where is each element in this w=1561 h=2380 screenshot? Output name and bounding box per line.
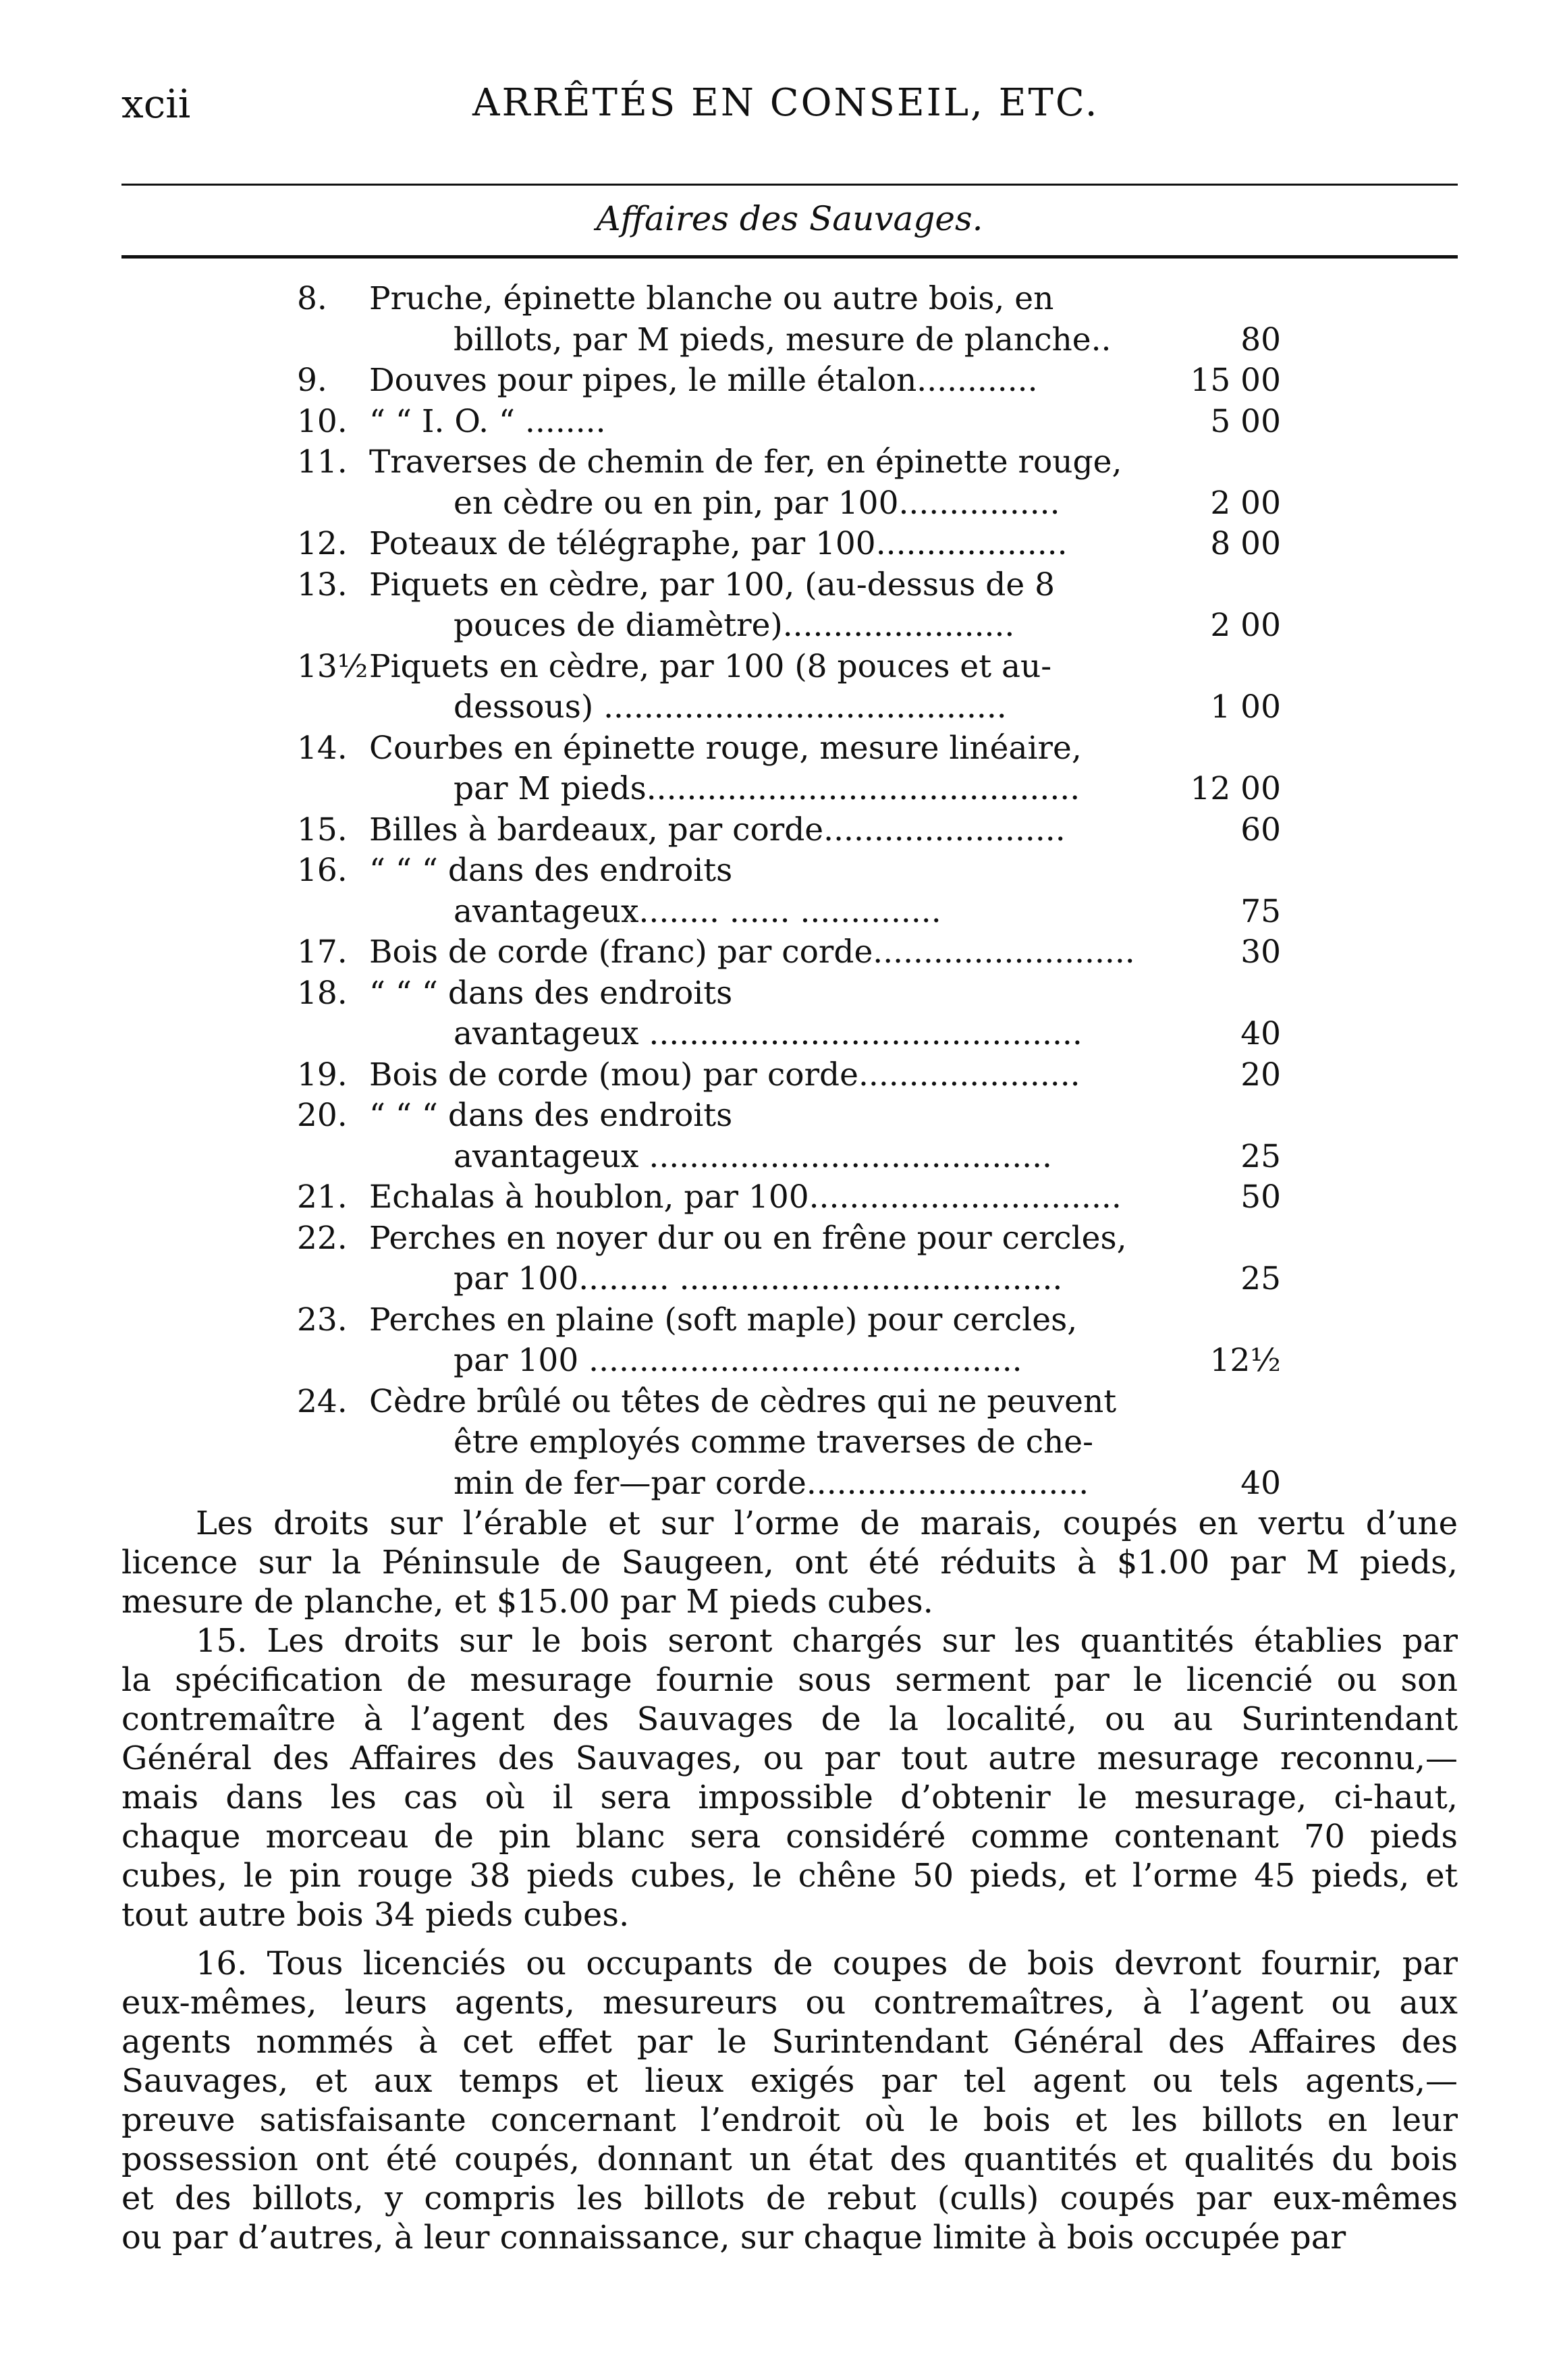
- tariff-description: “ “ “ dans des endroits: [369, 852, 733, 889]
- tariff-amount: 15 00: [1190, 362, 1281, 399]
- tariff-number: 8.: [297, 280, 327, 317]
- tariff-description: par 100 ...........................................: [454, 1342, 1022, 1379]
- tariff-number: 23.: [297, 1301, 348, 1338]
- tariff-description: Bois de corde (franc) par corde..........................: [369, 934, 1135, 971]
- tariff-amount: 25: [1240, 1260, 1281, 1297]
- running-head: ARRÊTÉS EN CONSEIL, ETC.: [472, 81, 1099, 125]
- tariff-amount: 50: [1240, 1179, 1281, 1216]
- paragraph-line: possession ont été coupés, donnant un état des quantités et qualités du bois: [121, 2140, 1458, 2178]
- tariff-number: 12.: [297, 525, 348, 562]
- tariff-number: 16.: [297, 852, 348, 889]
- page-header: [121, 81, 1458, 135]
- header-rule: [121, 184, 1458, 186]
- paragraph-line: 16. Tous licenciés ou occupants de coupes de bois devront fournir, par: [196, 1945, 1458, 1982]
- paragraph-line: et des billots, y compris les billots de rebut (culls) coupés par eux-mêmes: [121, 2180, 1458, 2217]
- paragraph-15: [121, 1621, 1458, 1935]
- tariff-description: avantageux ...........................................: [454, 1015, 1083, 1052]
- tariff-description: Billes à bardeaux, par corde........................: [369, 811, 1066, 848]
- paragraph-16: [121, 1944, 1458, 2257]
- section-rule: [121, 255, 1458, 259]
- tariff-number: 13½: [297, 647, 368, 685]
- tariff-description: Piquets en cèdre, par 100 (8 pouces et au-: [369, 647, 1052, 685]
- tariff-number: 22.: [297, 1219, 348, 1257]
- tariff-description: Perches en plaine (soft maple) pour cercles,: [369, 1301, 1078, 1338]
- paragraph-line: mesure de planche, et $15.00 par M pieds cubes.: [121, 1583, 933, 1621]
- section-title: Affaires des Sauvages.: [596, 199, 983, 238]
- tariff-description: billots, par M pieds, mesure de planche..: [454, 321, 1112, 358]
- tariff-amount: 12 00: [1190, 770, 1281, 807]
- paragraph-line: licence sur la Péninsule de Saugeen, ont été réduits à $1.00 par M pieds,: [121, 1544, 1458, 1581]
- tariff-amount: 25: [1240, 1137, 1281, 1175]
- paragraph-line: tout autre bois 34 pieds cubes.: [121, 1896, 630, 1934]
- tariff-amount: 1 00: [1210, 688, 1281, 726]
- tariff-number: 17.: [297, 934, 348, 971]
- paragraph-line: mais dans les cas où il sera impossible d’obtenir le mesurage, ci-haut,: [121, 1779, 1458, 1816]
- tariff-number: 15.: [297, 811, 348, 848]
- tariff-description: Douves pour pipes, le mille étalon............: [369, 362, 1038, 399]
- tariff-description: Pruche, épinette blanche ou autre bois, en: [369, 280, 1054, 317]
- paragraph-line: agents nommés à cet effet par le Surintendant Général des Affaires des: [121, 2023, 1458, 2061]
- page-number: xcii: [121, 81, 191, 127]
- tariff-description: “ “ “ dans des endroits: [369, 974, 733, 1012]
- tariff-description: dessous) ........................................: [454, 688, 1007, 726]
- paragraph-line: Les droits sur l’érable et sur l’orme de marais, coupés en vertu d’une: [196, 1505, 1458, 1542]
- tariff-description: Perches en noyer dur ou en frêne pour cercles,: [369, 1219, 1127, 1257]
- tariff-amount: 2 00: [1210, 607, 1281, 644]
- tariff-amount: 12½: [1209, 1342, 1281, 1379]
- tariff-description: “ “ “ dans des endroits: [369, 1097, 733, 1134]
- paragraph-line: preuve satisfaisante concernant l’endroit où le bois et les billots en leur: [121, 2101, 1458, 2139]
- tariff-amount: 2 00: [1210, 484, 1281, 522]
- tariff-description: Cèdre brûlé ou têtes de cèdres qui ne peuvent: [369, 1382, 1117, 1420]
- tariff-description: par 100......... ......................................: [454, 1260, 1063, 1297]
- paragraph-line: la spécification de mesurage fournie sous serment par le licencié ou son: [121, 1661, 1458, 1699]
- tariff-description: pouces de diamètre).......................: [454, 607, 1015, 644]
- tariff-description: Echalas à houblon, par 100...............................: [369, 1179, 1122, 1216]
- paragraph-saugeen: [121, 1504, 1458, 1621]
- paragraph-line: ou par d’autres, à leur connaissance, sur chaque limite à bois occupée par: [121, 2219, 1346, 2256]
- tariff-number: 9.: [297, 362, 327, 399]
- tariff-number: 11.: [297, 443, 348, 481]
- tariff-amount: 8 00: [1210, 525, 1281, 562]
- tariff-amount: 40: [1240, 1464, 1281, 1502]
- tariff-description: min de fer—par corde............................: [454, 1464, 1089, 1502]
- paragraph-line: contremaître à l’agent des Sauvages de la localité, ou au Surintendant: [121, 1700, 1458, 1738]
- tariff-description: par M pieds...........................................: [454, 770, 1080, 807]
- tariff-amount: 80: [1240, 321, 1281, 358]
- tariff-description: être employés comme traverses de che-: [454, 1424, 1093, 1461]
- tariff-number: 19.: [297, 1056, 348, 1093]
- tariff-description: Piquets en cèdre, par 100, (au-dessus de 8: [369, 566, 1056, 603]
- tariff-description: Courbes en épinette rouge, mesure linéaire,: [369, 729, 1082, 767]
- paragraph-line: chaque morceau de pin blanc sera considéré comme contenant 70 pieds: [121, 1818, 1458, 1856]
- tariff-amount: 30: [1240, 934, 1281, 971]
- tariff-amount: 5 00: [1210, 402, 1281, 440]
- tariff-description: Bois de corde (mou) par corde......................: [369, 1056, 1080, 1093]
- tariff-number: 21.: [297, 1179, 348, 1216]
- tariff-number: 13.: [297, 566, 348, 603]
- tariff-description: avantageux ........................................: [454, 1137, 1052, 1175]
- tariff-amount: 75: [1240, 892, 1281, 930]
- paragraph-line: Général des Affaires des Sauvages, ou par tout autre mesurage reconnu,—: [121, 1739, 1458, 1777]
- tariff-number: 14.: [297, 729, 348, 767]
- paragraph-line: eux-mêmes, leurs agents, mesureurs ou contremaîtres, à l’agent ou aux: [121, 1984, 1458, 2022]
- tariff-description: avantageux........ ...... ..............: [454, 892, 941, 930]
- tariff-number: 24.: [297, 1382, 348, 1420]
- tariff-amount: 20: [1240, 1056, 1281, 1093]
- tariff-number: 20.: [297, 1097, 348, 1134]
- tariff-number: 18.: [297, 974, 348, 1012]
- paragraph-line: 15. Les droits sur le bois seront chargés sur les quantités établies par: [196, 1622, 1458, 1660]
- tariff-description: Traverses de chemin de fer, en épinette rouge,: [369, 443, 1122, 481]
- tariff-number: 10.: [297, 402, 348, 440]
- tariff-amount: 60: [1240, 811, 1281, 848]
- tariff-description: Poteaux de télégraphe, par 100...................: [369, 525, 1068, 562]
- tariff-description: en cèdre ou en pin, par 100................: [454, 484, 1060, 522]
- tariff-description: “ “ I. O. “ ........: [369, 402, 606, 440]
- paragraph-line: cubes, le pin rouge 38 pieds cubes, le chêne 50 pieds, et l’orme 45 pieds, et: [121, 1857, 1458, 1895]
- paragraph-line: Sauvages, et aux temps et lieux exigés par tel agent ou tels agents,—: [121, 2062, 1458, 2100]
- tariff-amount: 40: [1240, 1015, 1281, 1052]
